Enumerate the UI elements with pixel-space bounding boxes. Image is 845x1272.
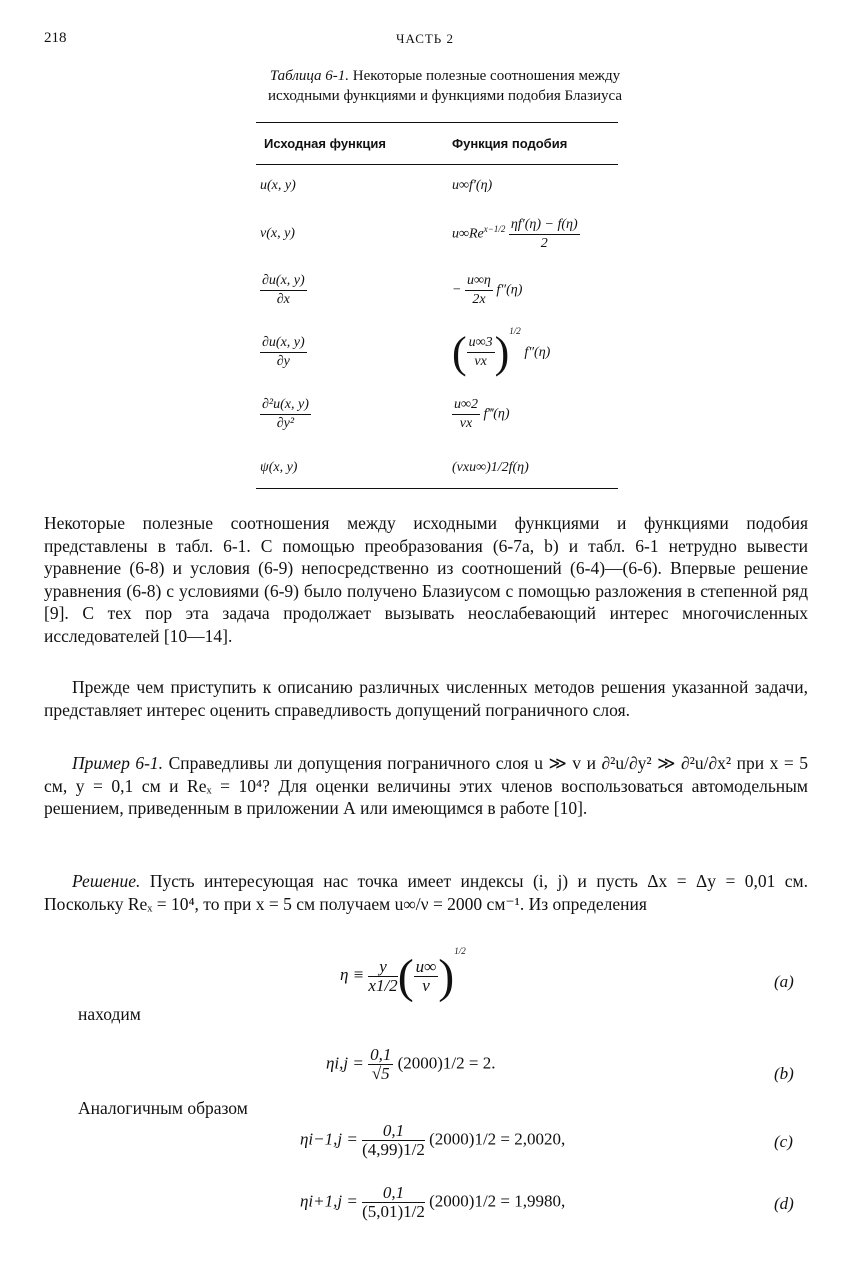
table-caption-line1: Некоторые полезные соотношения между (352, 68, 621, 84)
table-cell-source (260, 334, 307, 371)
table-cell-similarity (452, 272, 522, 309)
fraction-numerator: u∞η (465, 272, 493, 291)
fraction-denominator: ∂y² (276, 416, 295, 431)
equation-fraction (368, 1046, 393, 1083)
fraction-numerator: ∂u(x, y) (260, 334, 307, 353)
similarity-fraction (509, 216, 580, 253)
equation-label-a: (a) (774, 972, 794, 991)
close-paren: ) (438, 949, 455, 1003)
fraction-numerator: ∂u(x, y) (260, 272, 307, 291)
table-cell-similarity (452, 396, 510, 433)
equation-label-d: (d) (774, 1194, 794, 1213)
equation-rhs: (2000)1/2 = 1,9980, (429, 1191, 566, 1211)
equation-fraction (362, 1184, 425, 1221)
solution-label: Решение. (72, 871, 141, 891)
body-paragraph-1: Некоторые полезные соотношения между исходными функциями и функциями подобия представлены в табл. 6-1. С помощью преобразования (6-7a, b) и табл. 6-1 нетрудно вывести уравнение (6-8) и условия (6-9) непосредственно из соотношений (6-4)—(6-6). Впервые решение уравнения (6-8) с условиями (6-9) было получено Блазиусом с помощью разложения в степенной ряд [9]. С тех пор эта задача продолжает вызывать неослабевающий интерес многочисленных исследователей [10—14]. (44, 513, 808, 646)
equation-lhs: η ≡ (340, 965, 365, 984)
fraction-denominator: 2x (472, 292, 486, 307)
equation-lhs: ηi+1,j = (300, 1191, 358, 1211)
similarity-exp: x−1/2 (483, 224, 506, 235)
fraction-denominator: x1/2 (368, 975, 398, 995)
fraction-numerator: 0,1 (362, 1184, 425, 1203)
fraction-numerator: y (368, 958, 397, 977)
open-paren: ( (452, 328, 467, 378)
table-caption-line2: исходными функциями и функциями подобия Блазиуса (267, 88, 623, 104)
fraction-numerator: u∞ (415, 956, 437, 976)
fraction-numerator: 0,1 (362, 1122, 425, 1141)
fraction-denominator: νx (474, 354, 487, 370)
table-cell-source (260, 272, 307, 309)
equation-lhs: ηi−1,j = (300, 1129, 358, 1149)
similarity-prefix: u∞Re (452, 226, 484, 242)
example-label: Пример 6-1. (72, 753, 164, 773)
equation-a (340, 946, 466, 1004)
col-header-similarity: Функция подобия (452, 136, 568, 151)
fraction-denominator: (4,99)1/2 (362, 1140, 425, 1159)
source-fraction (260, 334, 307, 371)
table-caption-label: Таблица 6-1. (269, 68, 350, 84)
source-fraction (260, 272, 307, 309)
running-head: ЧАСТЬ 2 (396, 31, 455, 46)
solution-paragraph (44, 870, 808, 915)
table-top-rule (256, 122, 618, 123)
fraction-numerator: ηf′(η) − f(η) (509, 216, 580, 235)
fraction-numerator: ∂²u(x, y) (260, 396, 311, 415)
equation-lhs: ηi,j = (326, 1053, 364, 1073)
fraction-denominator: √5 (371, 1064, 390, 1083)
col-header-source: Исходная функция (264, 136, 386, 151)
equation-fraction (362, 1122, 425, 1159)
table-cell-similarity (452, 216, 580, 253)
fraction-denominator: ∂y (276, 354, 290, 369)
equation-exp: 1/2 (454, 946, 466, 956)
fraction-denominator: (5,01)1/2 (362, 1202, 425, 1221)
equation-rhs: (2000)1/2 = 2. (397, 1053, 496, 1073)
fraction-numerator: u∞3 (467, 334, 495, 353)
table-caption (200, 66, 690, 106)
example-paragraph (44, 752, 808, 820)
similarity-exp: 1/2 (509, 326, 521, 336)
body-paragraph-2: Прежде чем приступить к описанию различных численных методов решения указанной задачи, представляет интерес оценить справедливость допущений пограничного слоя. (44, 677, 808, 720)
equation-c (300, 1122, 565, 1159)
solution-text: Пусть интересующая нас точка имеет индексы (i, j) и пусть Δx = Δy = 0,01 см. Поскольку Reₓ = 10⁴, то при x = 5 см получаем u∞/ν = 2000 см⁻¹. Из определения (44, 871, 809, 914)
fraction-denominator: 2 (540, 236, 548, 251)
similarity-tail: f‴(η) (483, 406, 510, 422)
open-paren: ( (397, 949, 414, 1003)
equation-label-b: (b) (774, 1064, 794, 1083)
table-cell-similarity: u∞f′(η) (452, 178, 493, 193)
equation-fraction (414, 958, 439, 995)
fraction-denominator: ν (422, 975, 430, 995)
similarly-text: Аналогичным образом (78, 1098, 248, 1118)
similarity-fraction (467, 334, 495, 371)
table-cell-similarity (452, 326, 550, 378)
source-fraction (260, 396, 311, 433)
table-cell-source (260, 396, 311, 433)
equation-b (326, 1046, 496, 1083)
page-number: 218 (44, 30, 67, 46)
fraction-denominator: ∂x (276, 292, 290, 307)
table-cell-source: u(x, y) (260, 178, 296, 193)
similarity-fraction (452, 396, 480, 433)
example-text: Справедливы ли допущения пограничного слоя u ≫ v и ∂²u/∂y² ≫ ∂²u/∂x² при x = 5 см, y = 0,1 см и Reₓ = 10⁴? Для оценки величины этих членов воспользоваться автомодельным решением, приведенным в приложении А или имеющимся в работе [10]. (44, 753, 808, 818)
similarity-fraction (465, 272, 493, 309)
equation-fraction (368, 958, 397, 995)
similarity-tail: f″(η) (524, 345, 551, 360)
finding-text: находим (78, 1004, 141, 1024)
close-paren: ) (494, 328, 510, 378)
fraction-numerator: u∞2 (452, 396, 480, 415)
table-bottom-rule (256, 488, 618, 489)
fraction-denominator: νx (459, 416, 473, 431)
similarity-sign: − (452, 282, 462, 298)
equation-d (300, 1184, 565, 1221)
table-header-rule (256, 164, 618, 165)
equation-label-c: (c) (774, 1132, 793, 1151)
fraction-numerator: 0,1 (370, 1045, 392, 1064)
table-cell-source: ψ(x, y) (260, 460, 298, 475)
equation-rhs: (2000)1/2 = 2,0020, (429, 1129, 566, 1149)
similarity-tail: f″(η) (496, 282, 523, 298)
table-cell-similarity: (νxu∞)1/2f(η) (452, 460, 529, 475)
table-cell-source: v(x, y) (260, 226, 295, 241)
